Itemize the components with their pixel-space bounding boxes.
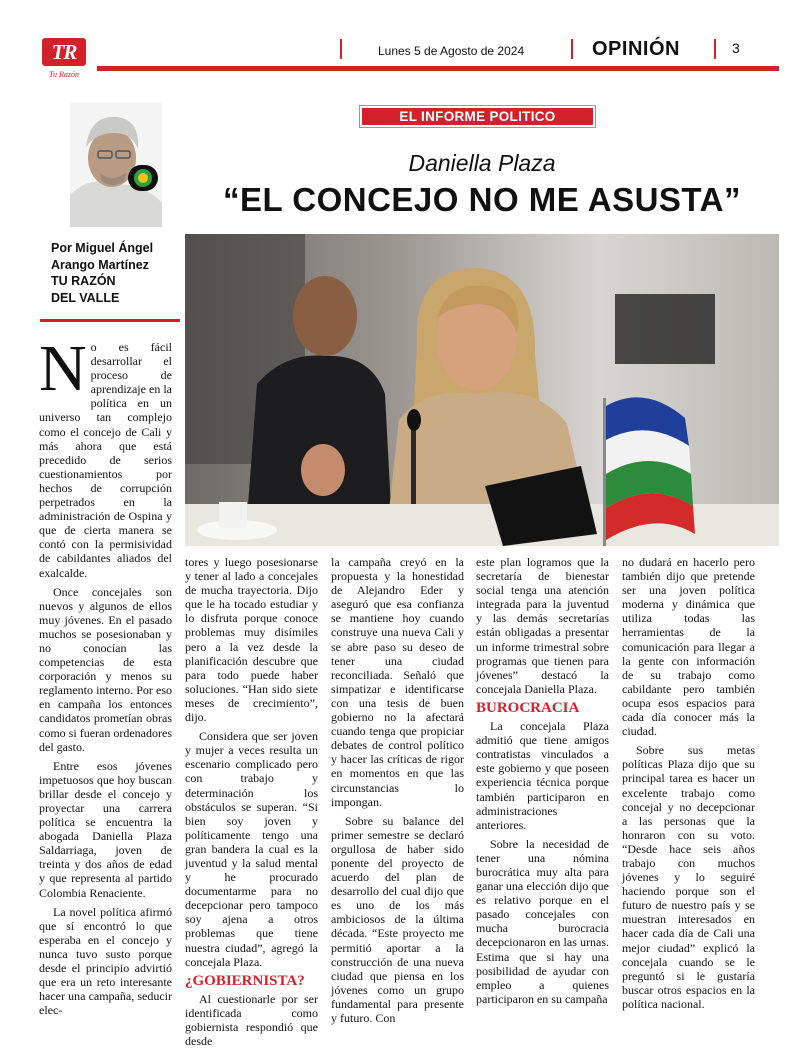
article-column-5 — [622, 555, 755, 1016]
subheading-burocracia: BUROCRACIA — [476, 699, 580, 716]
paragraph: o es fácil desarrollar el proceso de aprendizaje en la política en un universo tan complejo como el concejo de Cali y más ahora que está precedido de serios cuestionamientos por hechos de corrupción perpetrados en la administración de Ospina y que de cierta manera se contó con la permisividad de cabildantes aliados del exalcalde. — [39, 340, 172, 580]
drop-cap: N — [39, 332, 87, 405]
byline-line-1: Por Miguel Ángel — [51, 241, 154, 255]
main-photo — [185, 234, 779, 546]
byline-line-2: Arango Martínez — [51, 257, 149, 272]
subheading-gobiernista: ¿GOBIERNISTA? — [185, 972, 305, 989]
paragraph: no dudará en hacerlo pero también dijo que pretende ser una joven política moderna y dinámica que utiliza todas las herramientas de la comunicación para llegar a la gente con información de su trabajo como cabildante pero también ocupa esos espacios para cada día conocer más la ciudad. — [622, 555, 755, 739]
byline — [51, 240, 171, 306]
page-number: 3 — [732, 40, 740, 56]
paragraph: La concejala Plaza admitió que tiene amigos contratistas vinculados a este gobierno y que poseen experiencia técnica porque también participaron en administraciones anteriores. — [476, 719, 609, 832]
article-headline: “EL CONCEJO NO ME ASUSTA” — [223, 181, 741, 218]
section-name: OPINIÓN — [592, 38, 680, 60]
byline-line-4: DEL VALLE — [51, 290, 120, 305]
article-column-1 — [39, 332, 172, 1022]
paragraph: Sobre la necesidad de tener una nómina burocrática muy alta para ganar una elección dijo que es relativo porque en el pasado concejales con mucha burocracia decepcionaron en las urnas. Estima que si hay una posibilidad de ayudar con empleo a quienes participaron en su campaña — [476, 836, 609, 1006]
byline-line-3: TU RAZÓN — [51, 274, 116, 288]
paragraph: tores y luego posesionarse y tener al lado a concejales de mucha trayectoria. Dijo que le ha tocado estudiar y lo disfruta porque conoce problemas muy disímiles pero a la vez desde la planificación descubre que para todo puede haber soluciones. “Han sido siete meses de crecimiento”, dijo. — [185, 555, 318, 725]
author-photo — [70, 103, 162, 227]
byline-rule — [40, 319, 180, 322]
header-rule — [97, 66, 779, 71]
article-column-2 — [185, 555, 318, 1053]
article-column-3 — [331, 555, 464, 1030]
paragraph: Once concejales son nuevos y algunos de ellos muy jóvenes. En el pasado muchos se posesionaban y no conocían las competencias de esta corporación y menos su reglamento interno. Por eso en campaña los entonces candidatos prometían obras como si fueran ordenadores del gasto. — [39, 584, 172, 754]
paragraph: la campaña creyó en la propuesta y la honestidad de Alejandro Eder y aseguró que esa confianza se mantiene hoy cuando construye una nueva Cali y se abre paso su deseo de tener una ciudad reconciliada. Señaló que simpatizar e identificarse con una tesis de buen gobierno no la afectará cuando tenga que propiciar debates de control político y hacer las críticas de rigor en momentos en que las circunstancias lo impongan. — [331, 555, 464, 809]
paragraph: Al cuestionarle por ser identificada como gobiernista respondió que desde — [185, 991, 318, 1049]
logo-mark: TR — [42, 38, 86, 66]
header-divider-right — [714, 39, 716, 59]
paragraph: este plan logramos que la secretaría de bienestar social tenga una atención integrada para la juventud y las demás secretarías están obligadas a presentar un informe trimestral sobre programas que tienen para jóvenes” destacó la concejala Daniella Plaza. — [476, 555, 609, 696]
newspaper-logo — [42, 38, 86, 84]
paragraph: Considera que ser joven y mujer a veces resulta un escenario complicado pero con trabajo y determinación los obstáculos se superan. “Si bien soy joven y políticamente tengo una gran bandera la cual es la juventud y la salud mental y he procurado documentarme para no decepcionar pero tampoco soy ajena a otros problemas que tiene nuestra ciudad”, agregó la concejala Plaza. — [185, 729, 318, 969]
paragraph: Sobre sus metas políticas Plaza dijo que su principal tarea es hacer un excelente trabajo como concejal y no decepcionar a las personas que la honraron con su voto. “Desde hace seis años trabajo con muchos jóvenes y lo seguiré haciendo porque son el futuro de nuestro país y se muestran interesados en hacer cada día de Cali una mejor ciudad” explicó la concejala cuando se le preguntó si le gustaría buscar otros espacios en la política nacional. — [622, 743, 755, 1011]
header-divider-left — [340, 39, 342, 59]
paragraph: Entre esos jóvenes impetuosos que hoy buscan brillar desde el concejo y proyectar una carrera política se encuentra la abogada Daniella Plaza Saldarriaga, joven de treinta y dos años de edad y que representa al partido Colombia Renaciente. — [39, 758, 172, 900]
column-kicker: EL INFORME POLITICO — [362, 108, 593, 125]
article-column-4 — [476, 555, 609, 1011]
paragraph: La novel política afirmó que sí encontró lo que esperaba en el concejo y nunca tuvo susto porque desde el principio advirtió que era un reto interesante hacer una campaña, seducir elec- — [39, 904, 172, 1018]
header-divider-middle — [571, 39, 573, 59]
kicker-frame — [359, 105, 596, 128]
article-subject: Daniella Plaza — [408, 150, 556, 176]
paragraph: Sobre su balance del primer semestre se declaró orgullosa de haber sido ponente del proyecto de acuerdo del plan de desarrollo del cual dijo que es uno de los más ambiciosos de la última década. “Este proyecto me permitió aportar a la construcción de una nueva ciudad que piensa en los jóvenes como un grupo fundamental para presente y futuro. Con — [331, 813, 464, 1025]
logo-tagline: Tu Razón — [48, 70, 79, 79]
issue-date: Lunes 5 de Agosto de 2024 — [378, 44, 525, 58]
